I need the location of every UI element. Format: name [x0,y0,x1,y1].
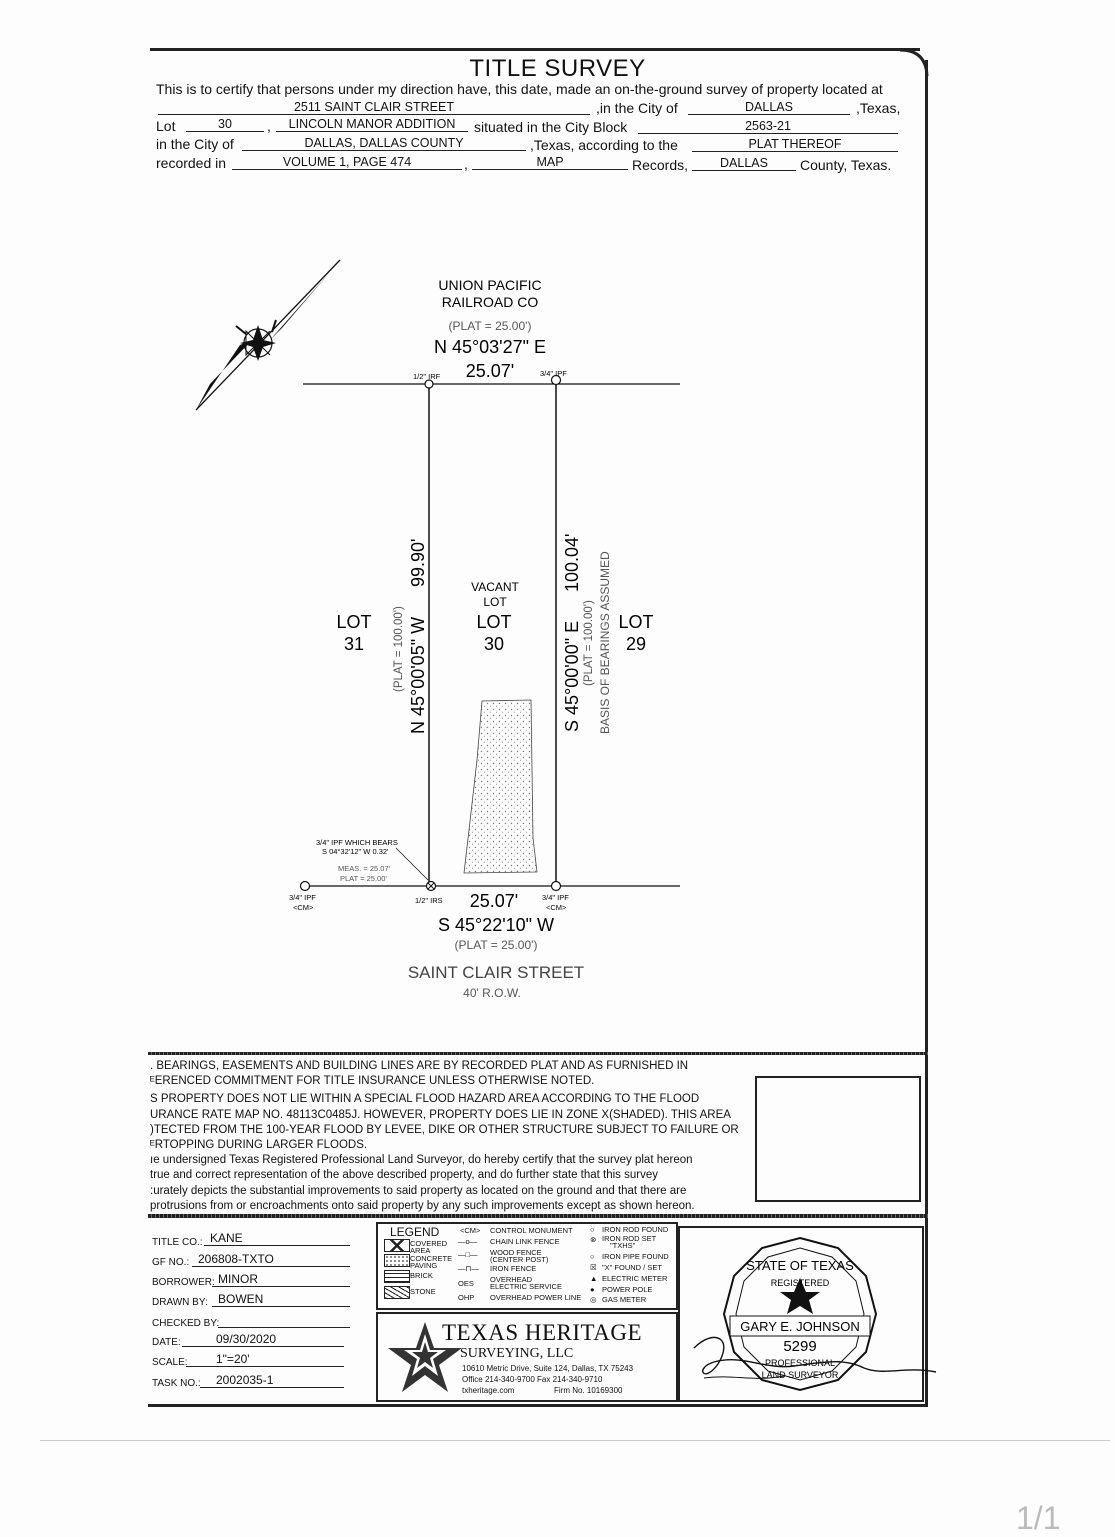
ipf-note2: S 04°32'12" W 0.32' [322,847,389,856]
cert-city-block: 2563-21 [638,119,898,134]
cert-address: 2511 SAINT CLAIR STREET [158,100,590,115]
basis-of-bearings: BASIS OF BEARINGS ASSUMED [598,551,612,734]
legend-elec-meter: ELECTRIC METER [602,1274,668,1283]
ipf-note1: 3/4" IPF WHICH BEARS [316,838,398,847]
note-line: ᴱERENCED COMMITMENT FOR TITLE INSURANCE UNLESS OTHERWISE NOTED. [150,1075,595,1088]
south-bearing: S 45°22'10" W [437,915,555,935]
legend-covered2: AREA [410,1246,431,1255]
seal-box [678,1226,924,1402]
seal-number: 5299 [783,1338,817,1355]
company-name: TEXAS HERITAGE [442,1320,642,1345]
cert-addition: LINCOLN MANOR ADDITION [276,117,468,132]
concrete-icon [384,1254,410,1267]
cert-city-label2: in the City of [156,136,234,152]
note-line: URANCE RATE MAP NO. 48113C0485J. HOWEVER, PROPERTY DOES LIE IN ZONE X(SHADED). THIS AREA [150,1108,731,1121]
cert-city: DALLAS [688,100,850,115]
plat-meas-label: PLAT = 25.00' [340,874,387,883]
lot30-label: LOT [476,612,512,632]
legend-chain: CHAIN LINK FENCE [490,1237,560,1246]
nw-corner-label: 1/2" IRF [413,372,441,381]
legend-title: LEGEND [390,1225,440,1239]
drawn-value: BOWEN [212,1292,350,1307]
legend-iron-rod-set: IRON ROD SET [602,1234,657,1243]
vacant-label: VACANT [471,580,519,594]
stone-icon [384,1286,410,1299]
legend-power-pole: POWER POLE [602,1285,653,1294]
west-plat: (PLAT = 100.00') [393,606,405,692]
scale-label: SCALE: [152,1357,188,1368]
electric-meter-icon: ▲ [590,1274,598,1283]
date-label: DATE: [152,1337,181,1348]
title-block-top-border [148,1214,928,1218]
lot31-label: LOT [336,612,372,632]
checked-value [218,1313,350,1328]
power-pole-icon: ● [590,1285,595,1294]
legend-box [376,1222,678,1310]
west-distance: 99.90' [408,538,428,587]
legend-iron-rod-found: IRON ROD FOUND [602,1225,669,1234]
ne-corner-label: 3/4" IPF [540,369,567,378]
legend-iron: IRON FENCE [490,1264,537,1273]
drawn-label: DRAWN BY: [152,1297,208,1308]
far-west-cm: <CM> [293,903,314,912]
page-title: TITLE SURVEY [469,55,646,82]
legend-cm-symbol: <CM> [460,1226,481,1235]
brick-icon [384,1270,410,1283]
seal-state: STATE OF TEXAS [746,1258,854,1273]
cert-county-label: County, Texas. [800,157,892,173]
north-railroad: UNION PACIFIC [438,277,542,293]
seal-registered: REGISTERED [770,1278,830,1288]
company-firm: Firm No. 10169300 [554,1386,623,1395]
note-line: ᴱRTOPPING DURING LARGER FLOODS. [150,1139,368,1152]
seal-name: GARY E. JOHNSON [740,1319,860,1334]
ohp-symbol: OHP [458,1293,475,1302]
seal-professional: PROFESSIONAL [764,1358,836,1368]
cert-county-city: DALLAS, DALLAS COUNTY [242,136,526,151]
sw-corner-iron-rod-set-icon [427,882,436,891]
legend-x-found: "X" FOUND / SET [602,1263,662,1272]
gf-value: 206808-TXTO [192,1252,350,1267]
east-distance: 100.04' [562,533,582,592]
page-number: 1/1 [1016,1500,1061,1536]
cert-lot-label: Lot [156,118,176,134]
south-distance: 25.07' [469,891,519,911]
legend-brick: BRICK [410,1271,433,1280]
legend-overhead: OVERHEAD [490,1275,533,1284]
covered-area-icon [384,1239,410,1252]
lot30-number: 30 [483,634,505,654]
cert-county: DALLAS [692,156,796,171]
cert-according-label: ,Texas, according to the [530,137,678,153]
cert-comma2: , [464,156,468,172]
sheet-bottom-border [148,1404,928,1407]
legend-concrete2: PAVING [410,1261,438,1270]
gf-label: GF NO.: [152,1257,190,1268]
company-web: txheritage.com [462,1386,515,1395]
ipf-note-leader [396,848,428,880]
legend-gas-meter: GAS METER [602,1295,647,1304]
se-corner-icon [552,882,561,891]
scan-edge-line [40,1440,1110,1441]
note-line: )TECTED FROM THE 100-YEAR FLOOD BY LEVEE, DIKE OR OTHER STRUCTURE SUBJECT TO FAILURE OR [150,1123,739,1136]
street-row: 40' R.O.W. [463,986,521,1000]
cert-comma: , [267,118,271,134]
date-value: 09/30/2020 [182,1332,344,1347]
legend-cm: CONTROL MONUMENT [490,1226,573,1235]
title-co-value: KANE [204,1231,350,1246]
survey-notes [150,1060,750,1215]
lot29-label: LOT [618,612,654,632]
south-plat: (PLAT = 25.00') [454,938,538,952]
task-label: TASK NO.: [152,1378,201,1389]
task-value: 2002035-1 [200,1373,344,1388]
lot31-number: 31 [343,634,365,654]
cert-texas-label: ,Texas, [856,100,901,116]
wood-fence-icon: —□— [458,1250,478,1259]
se-cm-label: <CM> [546,903,567,912]
borrower-value: MINOR [212,1272,350,1287]
sw-irs-label: 1/2" IRS [415,896,443,905]
iron-fence-icon: —⊓— [458,1264,479,1273]
iron-rod-found-icon: ○ [590,1225,595,1234]
seal-land-surveyor: LAND SURVEYOR [761,1370,839,1380]
cert-city-label: ,in the City of [596,100,678,116]
legend-covered: COVERED [410,1239,448,1248]
note-line: . BEARINGS, EASEMENTS AND BUILDING LINES ARE BY RECORDED PLAT AND AS FURNISHED IN [150,1060,689,1072]
company-box [376,1312,678,1402]
lot29-number: 29 [625,634,647,654]
notes-top-border [148,1052,928,1055]
note-line: true and correct representation of the above described property, and do further state that this survey [150,1169,658,1182]
legend-ohp: OVERHEAD POWER LINE [490,1293,582,1302]
east-plat: (PLAT = 100.00') [583,600,595,686]
far-west-ipf: 3/4" IPF [289,893,316,902]
note-line: ıe undersigned Texas Registered Professional Land Surveyor, do hereby certify that the survey plat hereon [150,1154,693,1167]
surveyor-signature [674,1318,940,1398]
cert-map: MAP [472,155,628,170]
checked-label: CHECKED BY: [152,1318,220,1329]
iron-pipe-icon: ○ [590,1252,595,1261]
cert-recorded-label: recorded in [156,155,227,171]
north-arrow-icon [196,260,340,410]
north-railroad2: RAILROAD CO [441,294,539,310]
west-bearing: N 45°00'05" W [408,616,428,734]
legend-overhead2: ELECTRIC SERVICE [490,1282,562,1291]
company-address: 10610 Metric Drive, Suite 124, Dallas, TX 75243 [462,1364,634,1373]
cert-records-label: Records, [632,157,689,173]
legend-wood: WOOD FENCE [490,1248,542,1257]
cert-situated-label: situated in the City Block [474,119,628,135]
note-line: S PROPERTY DOES NOT LIE WITHIN A SPECIAL FLOOD HAZARD AREA ACCORDING TO THE FLOOD [150,1093,700,1106]
se-ipf-label: 3/4" IPF [542,893,569,902]
nw-corner-icon [425,380,433,388]
borrower-label: BORROWER: [152,1277,215,1288]
gas-meter-icon: ◎ [590,1295,597,1304]
north-plat: (PLAT = 25.00') [448,319,532,333]
vacant-lot-label: LOT [483,595,507,609]
street-name: SAINT CLAIR STREET [407,963,585,982]
note-line: :urately depicts the substantial improvements to said property as located on the ground and that there are [150,1184,687,1197]
legend-concrete: CONCRETE [410,1254,453,1263]
north-bearing: N 45°03'27" E [433,337,547,357]
chain-fence-icon: —o— [458,1237,478,1246]
company-sub: SURVEYING, LLC [460,1346,574,1361]
north-distance: 25.07' [465,361,515,381]
cert-lot: 30 [186,117,264,132]
cert-volume: VOLUME 1, PAGE 474 [232,155,462,170]
shaded-flood-zone [464,700,537,873]
legend-iron-pipe: IRON PIPE FOUND [602,1252,669,1261]
cert-line1: This is to certify that persons under my direction have, this date, made an on-the-ground survey of property located at [156,81,883,97]
iron-rod-set-icon: ⊗ [590,1235,597,1244]
oes-symbol: OES [458,1279,474,1288]
legend-stone: STONE [410,1287,436,1296]
legend-wood2: (CENTER POST) [490,1255,549,1264]
company-phone: Office 214-340-9700 Fax 214-340-9710 [462,1375,603,1384]
cert-plat: PLAT THEREOF [692,137,898,152]
title-co-label: TITLE CO.: [152,1237,203,1248]
note-line: protrusions from or encroachments onto said property by any such improvements except as shown hereon. [150,1199,695,1212]
far-west-corner-icon [301,882,310,891]
x-found-icon: ☒ [590,1263,597,1272]
east-bearing: S 45°00'00" E [562,620,582,732]
meas-label: MEAS. = 25.07' [338,864,391,873]
scale-value: 1"=20' [186,1352,344,1367]
legend-iron-rod-set2: "TXHS" [610,1241,636,1250]
blank-stamp-box [755,1076,921,1202]
